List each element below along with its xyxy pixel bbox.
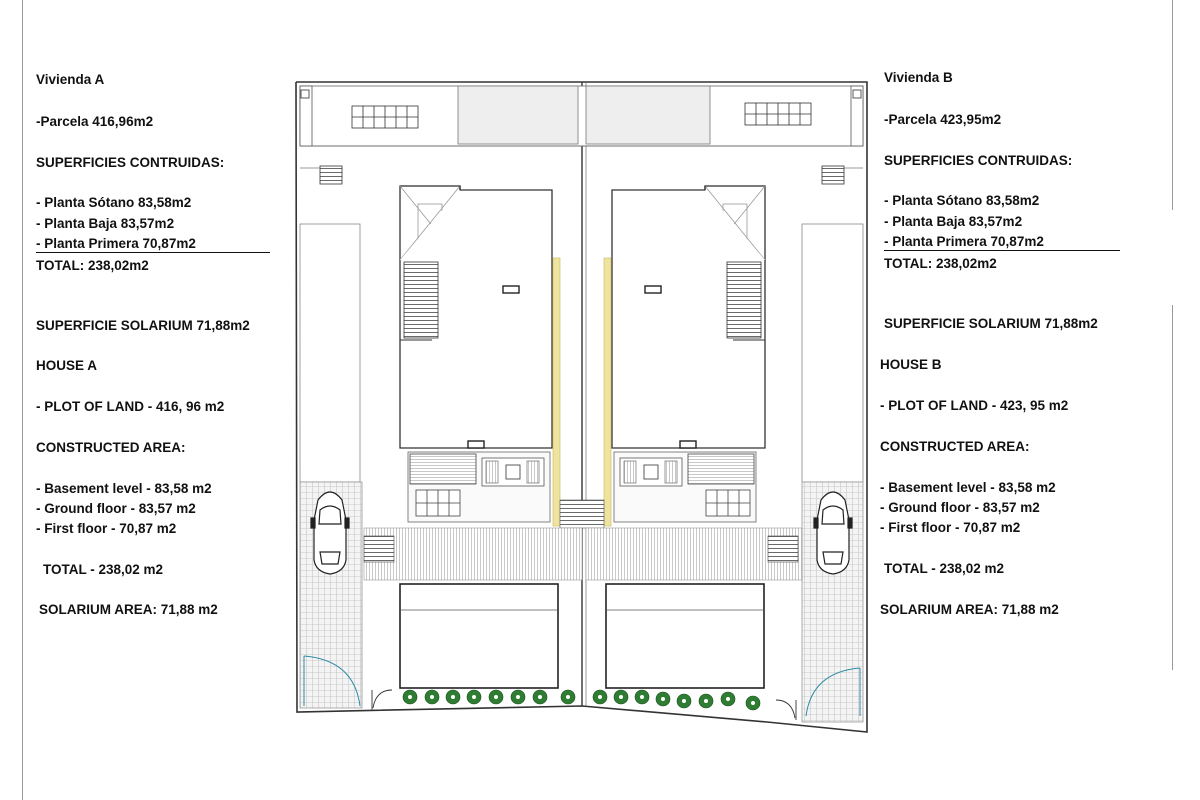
legend-a-first-en: - First floor - 70,87 m2 xyxy=(36,521,177,536)
pool-a xyxy=(400,584,558,688)
legend-b-solarium-es: SUPERFICIE SOLARIUM 71,88m2 xyxy=(884,316,1098,331)
window-mark-b1 xyxy=(645,286,661,293)
legend-a-solarium-en: SOLARIUM AREA: 71,88 m2 xyxy=(39,602,218,617)
legend-a-ground-es: - Planta Baja 83,57m2 xyxy=(36,216,175,231)
entry-steps-a xyxy=(364,536,394,562)
legend-b-total-es: TOTAL: 238,02m2 xyxy=(884,256,997,271)
pedestrian-gate-a xyxy=(372,690,392,710)
car-icon-b xyxy=(814,492,852,574)
legend-a-basement-es: - Planta Sótano 83,58m2 xyxy=(36,195,192,210)
entry-steps-b xyxy=(768,536,798,562)
legend-a-plot-es: -Parcela 416,96m2 xyxy=(36,114,154,129)
window-mark-a1 xyxy=(503,286,519,293)
legend-a-built-heading-es: SUPERFICIES CONTRUIDAS: xyxy=(36,155,225,170)
legend-b-basement-en: - Basement level - 83,58 m2 xyxy=(880,480,1056,495)
legend-b-basement-es: - Planta Sótano 83,58m2 xyxy=(884,193,1040,208)
stair-a xyxy=(404,262,438,338)
legend-a-first-es: - Planta Primera 70,87m2 xyxy=(36,236,270,253)
legend-b-total-en: TOTAL - 238,02 m2 xyxy=(884,561,1005,576)
stair-b xyxy=(727,262,761,338)
legend-b-ground-es: - Planta Baja 83,57m2 xyxy=(884,214,1023,229)
legend-b-title-en: HOUSE B xyxy=(880,357,942,372)
legend-a-basement-en: - Basement level - 83,58 m2 xyxy=(36,481,212,496)
legend-b-plot-en: - PLOT OF LAND - 423, 95 m2 xyxy=(880,398,1069,413)
house-a-terrace xyxy=(408,452,550,522)
legend-a-total-en: TOTAL - 238,02 m2 xyxy=(43,562,164,577)
legend-b-built-heading-en: CONSTRUCTED AREA: xyxy=(880,439,1030,454)
legend-a-plot-en: - PLOT OF LAND - 416, 96 m2 xyxy=(36,399,225,414)
front-patio-a xyxy=(364,528,582,580)
legend-a-title-es: Vivienda A xyxy=(36,72,105,87)
window-mark-b2 xyxy=(680,441,696,448)
legend-a-title-en: HOUSE A xyxy=(36,358,98,373)
legend-b-ground-en: - Ground floor - 83,57 m2 xyxy=(880,500,1040,515)
legend-b-solarium-en: SOLARIUM AREA: 71,88 m2 xyxy=(880,602,1059,617)
legend-b-title-es: Vivienda B xyxy=(884,70,953,85)
side-path-b xyxy=(604,258,611,526)
legend-b-first-es: - Planta Primera 70,87m2 xyxy=(884,234,1120,251)
pedestrian-gate-b xyxy=(776,700,796,720)
steps-top-a xyxy=(320,166,342,184)
legend-a-ground-en: - Ground floor - 83,57 m2 xyxy=(36,501,196,516)
legend-b-plot-es: -Parcela 423,95m2 xyxy=(884,112,1002,127)
window-mark-a2 xyxy=(468,441,484,448)
pool-b xyxy=(606,584,764,688)
house-b-terrace xyxy=(614,452,756,522)
sunbeds-a xyxy=(352,106,418,128)
legend-b-first-en: - First floor - 70,87 m2 xyxy=(880,520,1021,535)
side-strip-a xyxy=(300,224,360,482)
car-icon-a xyxy=(311,492,349,574)
steps-top-b xyxy=(822,166,844,184)
center-steps xyxy=(560,500,604,528)
legend-b-built-heading-es: SUPERFICIES CONTRUIDAS: xyxy=(884,153,1073,168)
legend-a-total-es: TOTAL: 238,02m2 xyxy=(36,258,149,273)
side-strip-b xyxy=(802,224,863,482)
side-path-a xyxy=(553,258,560,526)
legend-a-built-heading-en: CONSTRUCTED AREA: xyxy=(36,440,186,455)
sunbeds-b xyxy=(745,103,811,125)
legend-a-solarium-es: SUPERFICIE SOLARIUM 71,88m2 xyxy=(36,318,250,333)
